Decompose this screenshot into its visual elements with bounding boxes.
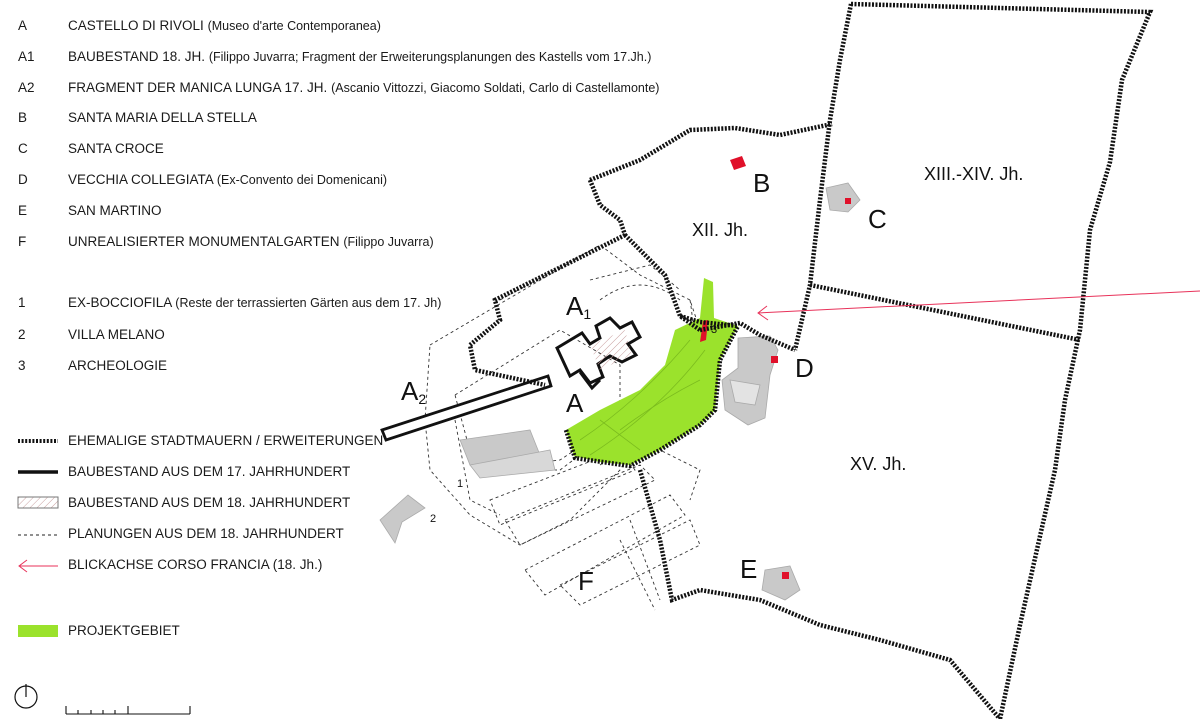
key-code-a: A [18, 18, 28, 33]
key-code-d: D [18, 172, 28, 187]
castle-hatch [590, 330, 632, 370]
key-code-c: C [18, 141, 28, 156]
symbol-sightline-arrow [19, 560, 58, 572]
label-17th-century: BAUBESTAND AUS DEM 17. JAHRHUNDERT [68, 464, 351, 479]
label-sightline: BLICKACHSE CORSO FRANCIA (18. Jh.) [68, 557, 323, 572]
key-note-1: (Reste der terrassierten Gärten aus dem 17. Jh) [175, 296, 442, 310]
key-code-b: B [18, 110, 28, 125]
key-name-c: SANTA CROCE [68, 141, 164, 156]
marker-b [730, 156, 746, 170]
key-code-1: 1 [18, 295, 26, 310]
key-name-a1: BAUBESTAND 18. JH. [68, 49, 206, 64]
label-e: E [740, 554, 758, 584]
building-key-list [18, 18, 659, 249]
key-note-f: (Filippo Juvarra) [343, 235, 434, 249]
svg-text:A1 [566, 291, 591, 322]
svg-text:FRAGMENT DER MANICA LUNGA 17. [68, 80, 659, 95]
key-code-e: E [18, 203, 28, 218]
label-a2-sub: 2 [418, 391, 427, 407]
key-name-2: VILLA MELANO [68, 327, 165, 342]
site-key-list [18, 295, 441, 373]
project-area [566, 278, 738, 465]
marker-d [771, 356, 778, 363]
label-a1-main: A [566, 291, 584, 321]
symbol-18th-century [18, 497, 58, 508]
building-2 [380, 495, 425, 543]
svg-text:CASTELLO DI RIVOLI (Museo d'ar [68, 18, 381, 33]
marker-c [845, 198, 851, 204]
svg-text:UNREALISIERTER MONUMENTALGARTE [68, 234, 434, 249]
label-18th-planning: PLANUNGEN AUS DEM 18. JAHRHUNDERT [68, 526, 344, 541]
building-e [762, 566, 800, 600]
key-code-f: F [18, 234, 27, 249]
line-legend [18, 433, 383, 638]
key-name-f: UNREALISIERTER MONUMENTALGARTEN [68, 234, 340, 249]
key-name-a2: FRAGMENT DER MANICA LUNGA 17. JH. [68, 80, 328, 95]
label-a: A [566, 388, 584, 418]
key-name-a: CASTELLO DI RIVOLI [68, 18, 204, 33]
key-note-a2: (Ascanio Vittozzi, Giacomo Soldati, Carlo di Castellamonte) [331, 81, 660, 95]
label-3: 3 [711, 324, 718, 336]
label-a1-sub: 1 [583, 306, 592, 322]
sightline-corso-francia [758, 291, 1200, 320]
legend [15, 18, 659, 714]
key-name-e: SAN MARTINO [68, 203, 162, 218]
key-code-3: 3 [18, 358, 26, 373]
key-code-2: 2 [18, 327, 26, 342]
key-name-b: SANTA MARIA DELLA STELLA [68, 110, 257, 125]
svg-text:A2 [401, 376, 426, 407]
label-century-13-14: XIII.-XIV. Jh. [924, 164, 1024, 184]
label-2: 2 [430, 513, 437, 525]
existing-buildings [380, 183, 860, 600]
label-century-12: XII. Jh. [692, 220, 749, 240]
key-name-3: ARCHEOLOGIE [68, 358, 168, 373]
label-century-15: XV. Jh. [850, 454, 907, 474]
key-code-a2: A2 [18, 80, 35, 95]
label-d: D [795, 353, 814, 383]
svg-text:VECCHIA COLLEGIATA (Ex-Convent [68, 172, 387, 187]
north-arrow-icon [15, 684, 37, 708]
label-a2-main: A [401, 376, 419, 406]
label-city-walls: EHEMALIGE STADTMAUERN / ERWEITERUNGEN [68, 433, 384, 448]
key-note-a1: (Filippo Juvarra; Fragment der Erweiterungsplanungen des Kastells vom 17.Jh.) [208, 50, 652, 64]
key-note-d: (Ex-Convento dei Domenicani) [216, 173, 388, 187]
building-c [826, 183, 860, 212]
key-note-a: (Museo d'arte Contemporanea) [207, 19, 381, 33]
key-name-d: VECCHIA COLLEGIATA [68, 172, 214, 187]
label-c: C [868, 204, 887, 234]
label-18th-century: BAUBESTAND AUS DEM 18. JAHRHUNDERT [68, 495, 351, 510]
label-1: 1 [457, 478, 464, 490]
marker-e [782, 572, 789, 579]
svg-text:BAUBESTAND 18. JH. (Filippo Ju [68, 49, 651, 64]
label-b: B [753, 168, 771, 198]
key-code-a1: A1 [18, 49, 35, 64]
map-drawing [380, 4, 1200, 719]
symbol-project-area [18, 625, 58, 637]
label-project-area: PROJEKTGEBIET [68, 623, 180, 638]
svg-text:EX-BOCCIOFILA (Reste der terra [68, 295, 441, 310]
label-f: F [578, 566, 594, 596]
key-name-1: EX-BOCCIOFILA [68, 295, 172, 310]
scale-bar [66, 706, 190, 714]
